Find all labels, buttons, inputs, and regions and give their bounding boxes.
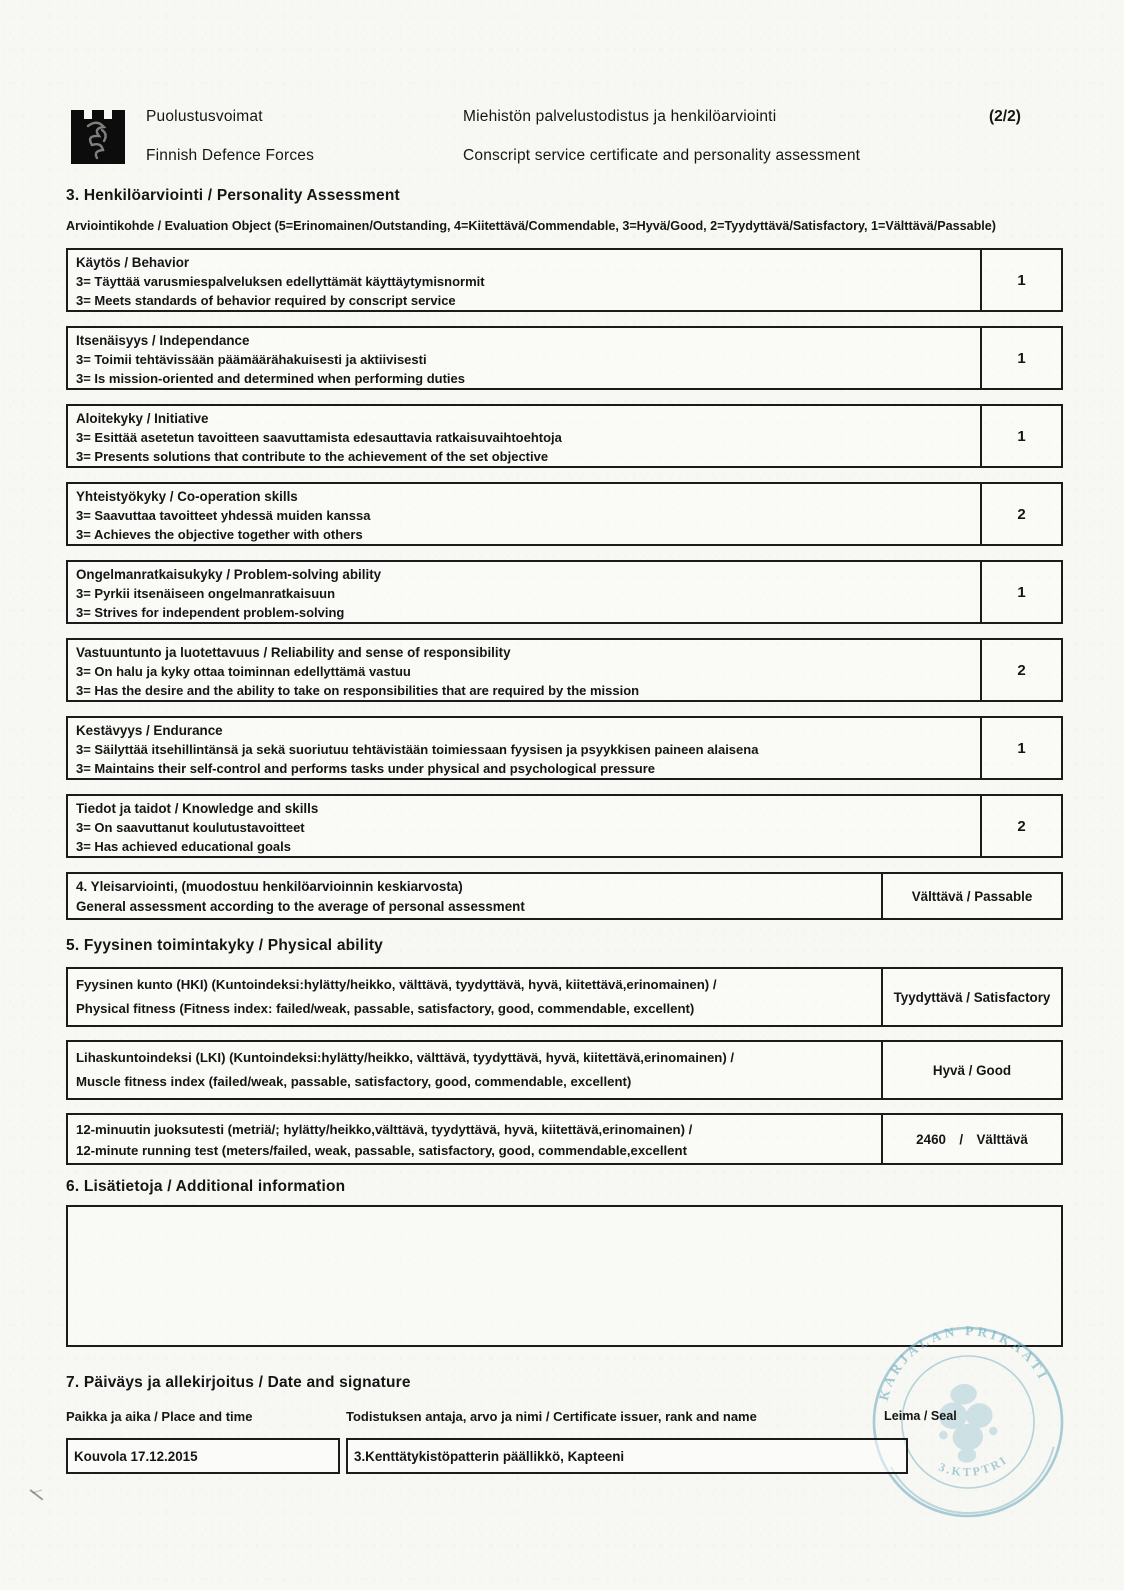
assessment-score: 1: [980, 718, 1061, 778]
fitness-label-en: 12-minute running test (meters/failed, weak, passable, satisfactory, good, commendable,excellent: [76, 1143, 687, 1158]
assessment-criterion-fi: 3= Pyrkii itsenäiseen ongelmanratkaisuun: [76, 586, 336, 601]
assessment-title: Ongelmanratkaisukyky / Problem-solving ability: [76, 567, 382, 582]
fitness-value: Tyydyttävä / Satisfactory: [881, 969, 1061, 1025]
assessment-score: 2: [980, 640, 1061, 700]
assessment-title: Kestävyys / Endurance: [76, 723, 223, 738]
signature-fields-row: [66, 1438, 1063, 1474]
assessment-criterion-fi: 3= Saavuttaa tavoitteet yhdessä muiden kanssa: [76, 508, 371, 523]
assessment-score: 1: [980, 406, 1061, 466]
seal-label: Leima / Seal: [884, 1409, 957, 1423]
place-time-field: Kouvola 17.12.2015: [66, 1438, 340, 1474]
assessment-title: Aloitekyky / Initiative: [76, 411, 209, 426]
general-assessment-label-fi: 4. Yleisarviointi, (muodostuu henkilöarvioinnin keskiarvosta): [76, 879, 463, 894]
assessment-row: [66, 248, 1063, 312]
signature-labels-row: [66, 1409, 1063, 1427]
general-assessment-row: [66, 872, 1063, 920]
assessment-criterion-en: 3= Presents solutions that contribute to the achievement of the set objective: [76, 449, 549, 464]
org-name-en: Finnish Defence Forces: [146, 147, 315, 164]
assessment-criterion-fi: 3= Täyttää varusmiespalveluksen edellyttämät käyttäytymisnormit: [76, 274, 485, 289]
issuer-label: Todistuksen antaja, arvo ja nimi / Certificate issuer, rank and name: [346, 1409, 757, 1424]
assessment-criterion-fi: 3= Esittää asetetun tavoitteen saavuttamista edesauttavia ratkaisuvaihtoehtoja: [76, 430, 562, 445]
fitness-value: Hyvä / Good: [881, 1042, 1061, 1098]
assessment-criterion-en: 3= Is mission-oriented and determined when performing duties: [76, 371, 465, 386]
fitness-label-fi: 12-minuutin juoksutesti (metriä/; hylätty/heikko,välttävä, tyydyttävä, hyvä, kiitettävä,erinomainen) /: [76, 1122, 693, 1137]
assessment-criterion-en: 3= Meets standards of behavior required by conscript service: [76, 293, 456, 308]
assessment-score: 1: [980, 250, 1061, 310]
place-time-label: Paikka ja aika / Place and time: [66, 1409, 253, 1424]
assessment-row: [66, 560, 1063, 624]
assessment-title: Vastuuntunto ja luotettavuus / Reliability and sense of responsibility: [76, 645, 511, 660]
assessment-criterion-en: 3= Achieves the objective together with others: [76, 527, 363, 542]
assessment-row: [66, 716, 1063, 780]
physical-ability-rows: [66, 967, 1063, 1165]
assessment-title: Yhteistyökyky / Co-operation skills: [76, 489, 298, 504]
assessment-score: 1: [980, 562, 1061, 622]
physical-ability-row: [66, 1040, 1063, 1100]
assessment-criterion-en: 3= Has the desire and the ability to take on responsibilities that are required by the mission: [76, 683, 640, 698]
section7-heading: 7. Päiväys ja allekirjoitus / Date and signature: [66, 1374, 411, 1391]
assessment-criterion-en: 3= Strives for independent problem-solving: [76, 605, 345, 620]
assessment-criterion-fi: 3= On halu ja kyky ottaa toiminnan edellyttämä vastuu: [76, 664, 411, 679]
assessment-title: Itsenäisyys / Independance: [76, 333, 250, 348]
assessment-criterion-fi: 3= Säilyttää itsehillintänsä ja sekä suoriutuu tehtävistään toimiessaan fyysisen ja psyykkisen paineen alaisena: [76, 742, 759, 757]
section6-heading: 6. Lisätietoja / Additional information: [66, 1178, 346, 1195]
issuer-field: 3.Kenttätykistöpatterin päällikkö, Kapteeni: [346, 1438, 908, 1474]
fitness-value: 2460 / Välttävä: [881, 1115, 1061, 1163]
assessment-rows: [66, 248, 1063, 858]
assessment-criterion-fi: 3= On saavuttanut koulutustavoitteet: [76, 820, 305, 835]
assessment-score: 1: [980, 328, 1061, 388]
assessment-row: [66, 794, 1063, 858]
assessment-criterion-fi: 3= Toimii tehtävissään päämäärähakuisesti ja aktiivisesti: [76, 352, 427, 367]
seal-bottom-text: 3.KTPTRI: [936, 1452, 1011, 1480]
assessment-score: 2: [980, 796, 1061, 856]
seal-top-text: KARJALAN PRIKAATI: [875, 1322, 1052, 1402]
header: [66, 102, 1063, 172]
assessment-row: [66, 326, 1063, 390]
physical-ability-row: [66, 1113, 1063, 1165]
assessment-criterion-en: 3= Has achieved educational goals: [76, 839, 291, 854]
fitness-label-fi: Lihaskuntoindeksi (LKI) (Kuntoindeksi:hylätty/heikko, välttävä, tyydyttävä, hyvä, kiitettävä,erinomainen) /: [76, 1050, 735, 1065]
physical-ability-row: [66, 967, 1063, 1027]
additional-info-box: [66, 1205, 1063, 1347]
assessment-row: [66, 638, 1063, 702]
section3-heading: 3. Henkilöarviointi / Personality Assessment: [66, 187, 400, 204]
assessment-title: Tiedot ja taidot / Knowledge and skills: [76, 801, 319, 816]
doc-title-en: Conscript service certificate and personality assessment: [463, 147, 861, 164]
assessment-row: [66, 482, 1063, 546]
assessment-score: 2: [980, 484, 1061, 544]
assessment-criterion-en: 3= Maintains their self-control and performs tasks under physical and psychological pressure: [76, 761, 656, 776]
doc-title-fi: Miehistön palvelustodistus ja henkilöarviointi: [463, 108, 777, 125]
fitness-label-en: Physical fitness (Fitness index: failed/weak, passable, satisfactory, good, commendable, excellent): [76, 1001, 695, 1016]
general-assessment-label-en: General assessment according to the average of personal assessment: [76, 899, 525, 914]
evaluation-scale-note: Arviointikohde / Evaluation Object (5=Erinomainen/Outstanding, 4=Kiitettävä/Commendable, 3=Hyvä/Good, 2=Tyydyttävä/Satisfactory, 1=Välttävä/Passable): [66, 219, 997, 233]
defence-forces-tower-emblem-icon: [66, 102, 128, 172]
assessment-title: Käytös / Behavior: [76, 255, 190, 270]
fitness-label-fi: Fyysinen kunto (HKI) (Kuntoindeksi:hylätty/heikko, välttävä, tyydyttävä, hyvä, kiitettävä,erinomainen) /: [76, 977, 717, 992]
page-number: (2/2): [989, 108, 1021, 125]
general-assessment-value: Välttävä / Passable: [881, 874, 1061, 918]
org-name-fi: Puolustusvoimat: [146, 108, 263, 125]
fitness-label-en: Muscle fitness index (failed/weak, passable, satisfactory, good, commendable, excellent): [76, 1074, 632, 1089]
scan-mark: [25, 1489, 44, 1507]
section5-heading: 5. Fyysinen toimintakyky / Physical ability: [66, 937, 384, 954]
assessment-row: [66, 404, 1063, 468]
